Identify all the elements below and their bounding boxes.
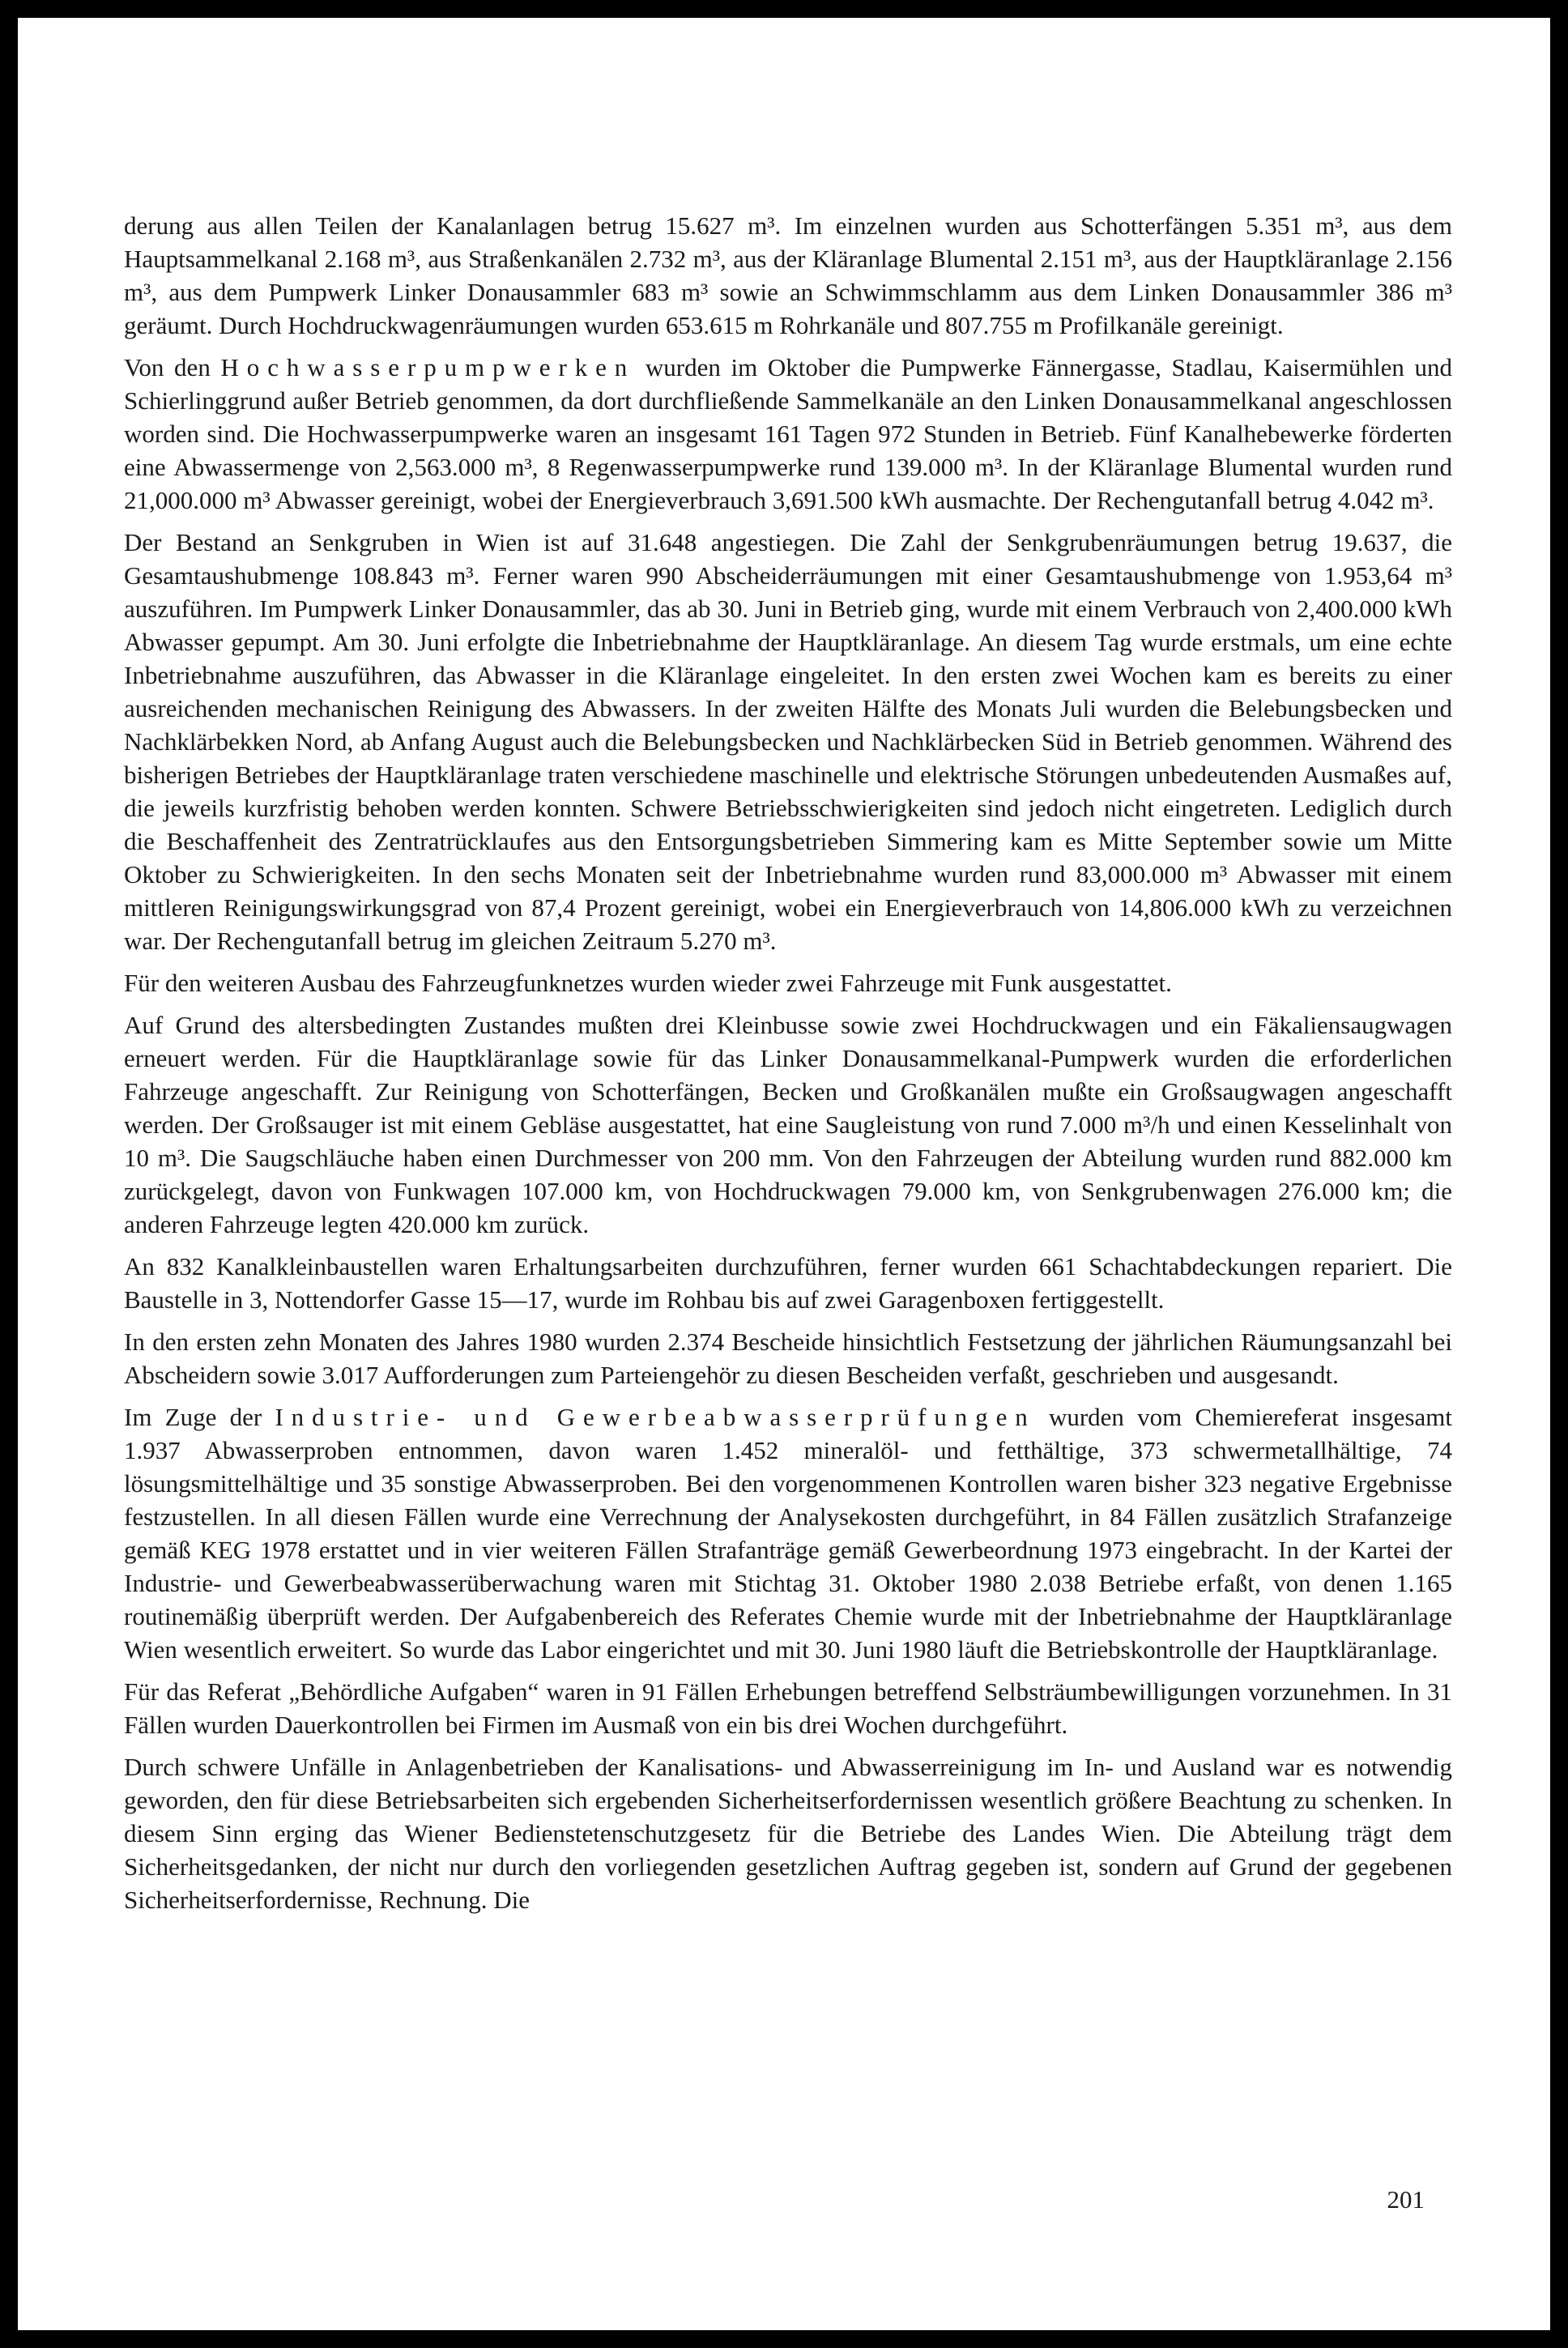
- paragraph-radio-network: Für den weiteren Ausbau des Fahrzeugfunknetzes wurden wieder zwei Fahrzeuge mit Funk ausgestattet.: [124, 969, 1172, 997]
- paragraph-construction-sites: An 832 Kanalkleinbaustellen waren Erhaltungsarbeiten durchzuführen, ferner wurden 661 Schachtabdeckungen repariert. Die Baustelle in 3, Nottendorfer Gasse 15—17, wurde im Rohbau bis auf zwei Garagenboxen fertiggestellt.: [124, 1252, 1452, 1314]
- body-text: [124, 209, 1452, 1925]
- paragraph-sludge-removal: derung aus allen Teilen der Kanalanlagen betrug 15.627 m³. Im einzelnen wurden aus Schotterfängen 5.351 m³, aus dem Hauptsammelkanal 2.168 m³, aus Straßenkanälen 2.732 m³, aus der Kläranlage Blumental 2.151 m³, aus der Hauptkläranlage 2.156 m³, aus dem Pumpwerk Linker Donausammler 683 m³ sowie an Schwimmschlamm aus dem Linken Donausammler 386 m³ geräumt. Durch Hochdruckwagenräumungen wurden 653.615 m Rohrkanäle und 807.755 m Profilkanäle gereinigt.: [124, 211, 1452, 339]
- paragraph-official-tasks: Für das Referat „Behördliche Aufgaben“ waren in 91 Fällen Erhebungen betreffend Selbsträumbewilligungen vorzunehmen. In 31 Fällen wurden Dauerkontrollen bei Firmen im Ausmaß von ein bis drei Wochen durchgeführt.: [124, 1677, 1452, 1739]
- paragraph-vehicles: Auf Grund des altersbedingten Zustandes mußten drei Kleinbusse sowie zwei Hochdruckwagen und ein Fäkaliensaugwagen erneuert werden. Für die Hauptkläranlage sowie für das Linker Donausammelkanal-Pumpwerk wurden die erforderlichen Fahrzeuge angeschafft. Zur Reinigung von Schotterfängen, Becken und Großkanälen mußte ein Großsaugwagen angeschafft werden. Der Großsauger ist mit einem Gebläse ausgestattet, hat eine Saugleistung von rund 7.000 m³/h und einen Kesselinhalt von 10 m³. Die Saugschläuche haben einen Durchmesser von 200 mm. Von den Fahrzeugen der Abteilung wurden rund 882.000 km zurückgelegt, davon von Funkwagen 107.000 km, von Hochdruckwagen 79.000 km, von Senkgrubenwagen 276.000 km; die anderen Fahrzeuge legten 420.000 km zurück.: [124, 1011, 1452, 1238]
- page-number: 201: [1387, 2185, 1425, 2214]
- paragraph-safety: Durch schwere Unfälle in Anlagenbetrieben der Kanalisations- und Abwasserreinigung im In- und Ausland war es notwendig geworden, den für diese Betriebsarbeiten sich ergebenden Sicherheitserfordernissen wesentlich größere Beachtung zu schenken. In diesem Sinn erging das Wiener Bedienstetenschutzgesetz für die Betriebe des Landes Wien. Die Abteilung trägt dem Sicherheitsgedanken, der nicht nur durch den vorliegenden gesetzlichen Auftrag gegeben ist, sondern auf Grund der gegebenen Sicherheitserfordernisse, Rechnung. Die: [124, 1753, 1452, 1914]
- paragraph-wastewater-tests: [124, 1400, 1452, 1666]
- spaced-term: Hochwasserpumpwerken: [220, 353, 636, 381]
- document-page: [18, 18, 1550, 2330]
- paragraph-flood-pumping-stations: [124, 351, 1452, 517]
- paragraph-notices: In den ersten zehn Monaten des Jahres 1980 wurden 2.374 Bescheide hinsichtlich Festsetzung der jährlichen Räumungsanzahl bei Abscheidern sowie 3.017 Aufforderungen zum Parteiengehör zu diesen Bescheiden verfaßt, geschrieben und ausgesandt.: [124, 1327, 1452, 1389]
- paragraph-text: wurden vom Chemiereferat insgesamt 1.937 Abwasserproben entnommen, davon waren 1.452 mineralöl- und fetthältige, 373 schwermetallhältige, 74 lösungsmittelhältige und 35 sonstige Abwasserproben. Bei den vorgenommenen Kontrollen waren bisher 323 negative Ergebnisse festzustellen. In all diesen Fällen wurde eine Verrechnung der Analysekosten durchgeführt, in 84 Fällen zusätzlich Strafanzeige gemäß KEG 1978 erstattet und in vier weiteren Fällen Strafanträge gemäß Gewerbeordnung 1973 eingebracht. In der Kartei der Industrie- und Gewerbeabwasserüberwachung waren mit Stichtag 31. Oktober 1980 2.038 Betriebe erfaßt, von denen 1.165 routinemäßig überprüft werden. Der Aufgabenbereich des Referates Chemie wurde mit der Inbetriebnahme der Hauptkläranlage Wien wesentlich erweitert. So wurde das Labor eingerichtet und mit 30. Juni 1980 läuft die Betriebskontrolle der Hauptkläranlage.: [124, 1403, 1453, 1664]
- paragraph-text: Im Zuge der: [124, 1403, 275, 1431]
- paragraph-text: Von den: [124, 353, 221, 381]
- spaced-term: Industrie- und Gewerbeabwasserprüfungen: [275, 1403, 1036, 1431]
- paragraph-text: wurden im Oktober die Pumpwerke Fännergasse, Stadlau, Kaisermühlen und Schierlinggrund außer Betrieb genommen, da dort durchfließende Sammelkanäle an den Linken Donausammelkanal angeschlossen worden sind. Die Hochwasserpumpwerke waren an insgesamt 161 Tagen 972 Stunden in Betrieb. Fünf Kanalhebewerke förderten eine Abwassermenge von 2,563.000 m³, 8 Regenwasserpumpwerke rund 139.000 m³. In der Kläranlage Blumental wurden rund 21,000.000 m³ Abwasser gereinigt, wobei der Energieverbrauch 3,691.500 kWh ausmachte. Der Rechengutanfall betrug 4.042 m³.: [124, 353, 1452, 514]
- paragraph-cesspits: Der Bestand an Senkgruben in Wien ist auf 31.648 angestiegen. Die Zahl der Senkgrubenräumungen betrug 19.637, die Gesamtaushubmenge 108.843 m³. Ferner waren 990 Abscheiderräumungen mit einer Gesamtaushubmenge von 1.953,64 m³ auszuführen. Im Pumpwerk Linker Donausammler, das ab 30. Juni in Betrieb ging, wurde mit einem Verbrauch von 2,400.000 kWh Abwasser gepumpt. Am 30. Juni erfolgte die Inbetriebnahme der Hauptkläranlage. An diesem Tag wurde erstmals, um eine echte Inbetriebnahme auszuführen, das Abwasser in die Kläranlage eingeleitet. In den ersten zwei Wochen kam es bereits zu einer ausreichenden mechanischen Reinigung des Abwassers. In der zweiten Hälfte des Monats Juli wurden die Belebungsbecken und Nachklärbekken Nord, ab Anfang August auch die Belebungsbecken und Nachklärbecken Süd in Betrieb genommen. Während des bisherigen Betriebes der Hauptkläranlage traten verschiedene maschinelle und elektrische Störungen unbedeutenden Ausmaßes auf, die jeweils kurzfristig behoben werden konnten. Schwere Betriebsschwierigkeiten sind jedoch nicht eingetreten. Lediglich durch die Beschaffenheit des Zentratrücklaufes aus den Entsorgungsbetrieben Simmering kam es Mitte September sowie um Mitte Oktober zu Schwierigkeiten. In den sechs Monaten seit der Inbetriebnahme wurden rund 83,000.000 m³ Abwasser mit einem mittleren Reinigungswirkungsgrad von 87,4 Prozent gereinigt, wobei ein Energieverbrauch von 14,806.000 kWh zu verzeichnen war. Der Rechengutanfall betrug im gleichen Zeitraum 5.270 m³.: [124, 528, 1452, 955]
